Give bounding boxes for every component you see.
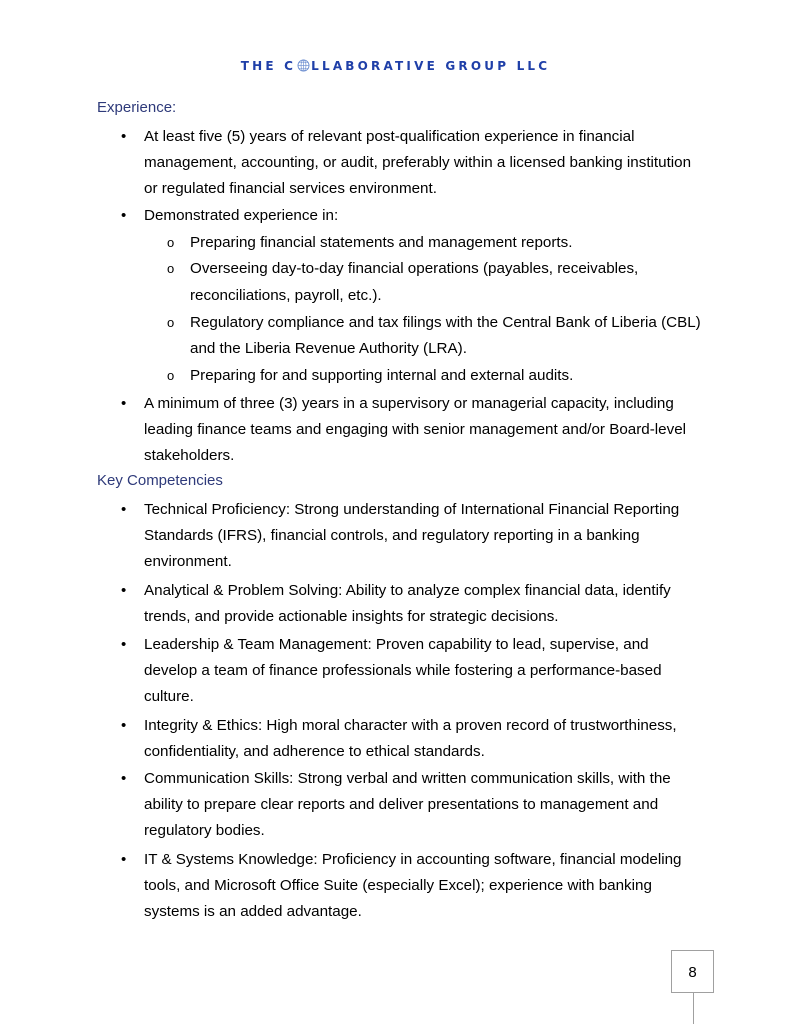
experience-item-line: leading finance teams and engaging with senior management and/or Board-level (144, 421, 687, 438)
experience-subitem-line: Regulatory compliance and tax filings with the Central Bank of Liberia (CBL) (190, 314, 701, 331)
competency-description: : Proven capability to lead, supervise, and (367, 636, 649, 653)
bullet-marker: • (121, 501, 127, 518)
experience-item-line: management, accounting, or audit, preferably within a licensed banking institution (144, 154, 692, 171)
competency-line: Standards (IFRS), financial controls, and regulatory reporting in a banking (144, 527, 640, 544)
sub-bullet-marker: o (167, 235, 175, 250)
sub-bullet-marker: o (167, 315, 175, 330)
experience-item-line: A minimum of three (3) years in a supervisory or managerial capacity, including (144, 395, 674, 412)
competency-term: Analytical & Problem Solving (144, 582, 339, 599)
competency-term: Technical Proficiency (144, 501, 286, 518)
company-header (0, 59, 791, 73)
bullet-marker: • (121, 395, 127, 412)
key-competencies-heading: Key Competencies (97, 472, 223, 489)
competency-description: : Proficiency in accounting software, financial modeling (313, 851, 682, 868)
competency-line: trends, and provide actionable insights for strategic decisions. (144, 608, 559, 625)
experience-subitem-line: reconciliations, payroll, etc.). (190, 287, 382, 304)
company-name-part-1: THE C (240, 59, 297, 73)
competency-term: Communication Skills (144, 770, 290, 787)
experience-subitem-line: Preparing for and supporting internal and external audits. (190, 367, 574, 384)
experience-subitem-line: and the Liberia Revenue Authority (LRA). (190, 340, 467, 357)
competency-line: develop a team of finance professionals while fostering a performance-based (144, 662, 662, 679)
bullet-marker: • (121, 851, 127, 868)
competency-first-line (144, 635, 649, 655)
competency-term: IT & Systems Knowledge (144, 851, 314, 868)
bullet-marker: • (121, 128, 127, 145)
competency-description: : Strong verbal and written communication skills, with the (289, 770, 671, 787)
competency-line: systems is an added advantage. (144, 903, 362, 920)
experience-subitem-line: Preparing financial statements and management reports. (190, 234, 573, 251)
experience-item-line: At least five (5) years of relevant post-qualification experience in financial (144, 128, 635, 145)
competency-first-line (144, 850, 681, 870)
page-number: 8 (671, 950, 714, 993)
experience-item-line: or regulated financial services environment. (144, 180, 437, 197)
competency-description: : High moral character with a proven record of trustworthiness, (257, 717, 677, 734)
experience-item-line: stakeholders. (144, 447, 235, 464)
competency-first-line (144, 769, 671, 789)
competency-first-line (144, 500, 679, 520)
competency-line: tools, and Microsoft Office Suite (especially Excel); experience with banking (144, 877, 652, 894)
company-name-part-2: LLABORATIVE GROUP LLC (311, 59, 551, 73)
competency-term: Leadership & Team Management (144, 636, 368, 653)
competency-line: confidentiality, and adherence to ethical standards. (144, 743, 485, 760)
experience-heading: Experience: (97, 99, 177, 116)
sub-bullet-marker: o (167, 368, 175, 383)
bullet-marker: • (121, 207, 127, 224)
bullet-marker: • (121, 582, 127, 599)
competency-term: Integrity & Ethics (144, 717, 258, 734)
bullet-marker: • (121, 717, 127, 734)
competency-line: culture. (144, 688, 194, 705)
competency-line: environment. (144, 553, 232, 570)
bullet-marker: • (121, 770, 127, 787)
experience-subitem-line: Overseeing day-to-day financial operations (payables, receivables, (190, 260, 639, 277)
bullet-marker: • (121, 636, 127, 653)
competency-first-line (144, 716, 677, 736)
page-number-divider (693, 993, 694, 1024)
competency-line: ability to prepare clear reports and deliver presentations to management and (144, 796, 659, 813)
competency-description: : Strong understanding of International Financial Reporting (285, 501, 680, 518)
competency-first-line (144, 581, 671, 601)
competency-description: : Ability to analyze complex financial data, identify (338, 582, 671, 599)
sub-bullet-marker: o (167, 261, 175, 276)
experience-item-line: Demonstrated experience in: (144, 207, 339, 224)
globe-logo-icon (297, 59, 310, 72)
competency-line: regulatory bodies. (144, 822, 265, 839)
